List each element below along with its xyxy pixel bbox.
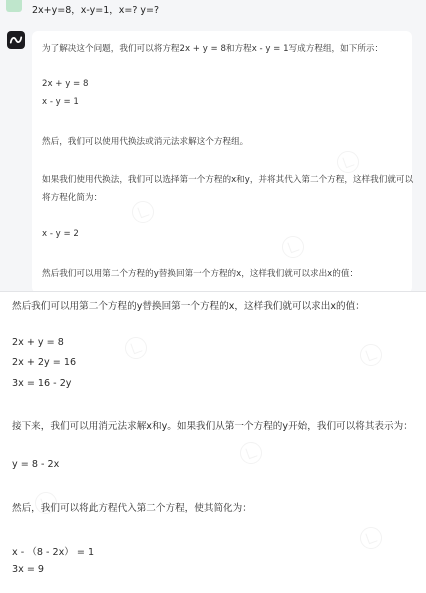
user-message-text: 2x+y=8，x-y=1，x=? y=?: [32, 5, 160, 16]
watermark-icon: [240, 442, 262, 464]
watermark-icon: [282, 236, 304, 258]
watermark-icon: [132, 201, 154, 223]
assistant-text-line: 然后，我们可以将此方程代入第二个方程，使其简化为：: [12, 503, 252, 514]
user-message-row: [0, 0, 426, 22]
watermark-icon: [35, 492, 57, 514]
chat-bottom-section: [0, 291, 426, 593]
assistant-text-line: y = 8 - 2x: [12, 459, 60, 470]
watermark-icon: [360, 344, 382, 366]
assistant-text-line: 然后我们可以用第二个方程的y替换回第一个方程的x，这样我们就可以求出x的值：: [12, 301, 365, 312]
assistant-text-line: x - （8 - 2x） = 1: [12, 547, 95, 558]
watermark-icon: [125, 337, 147, 359]
assistant-text-line: 将方程化简为：: [42, 193, 103, 203]
assistant-text-line: x - y = 2: [42, 229, 79, 239]
assistant-text-line: 为了解决这个问题，我们可以将方程2x + y = 8和方程x - y = 1写成方程组，如下所示：: [42, 44, 384, 54]
watermark-icon: [337, 151, 359, 173]
assistant-message-bubble: [32, 31, 412, 293]
assistant-text-line: x - y = 1: [42, 97, 79, 107]
assistant-text-line: 3x = 16 - 2y: [12, 378, 72, 389]
assistant-text-line: 3x = 9: [12, 564, 45, 575]
watermark-icon: [360, 527, 382, 549]
assistant-text-line: 如果我们使用代换法，我们可以选择第一个方程的x和y，并将其代入第二个方程，这样我们就可以: [42, 175, 414, 185]
assistant-text-line: 接下来，我们可以用消元法求解x和y。如果我们从第一个方程的y开始，我们可以将其表示为：: [12, 421, 413, 432]
chat-top-section: [0, 0, 426, 291]
user-avatar-icon: [6, 0, 22, 12]
assistant-text-line: 然后我们可以用第二个方程的y替换回第一个方程的x，这样我们就可以求出x的值：: [42, 269, 359, 279]
assistant-text-line: 2x + y = 8: [42, 79, 89, 89]
assistant-text-line: 2x + y = 8: [12, 337, 64, 348]
assistant-text-line: 然后，我们可以使用代换法或消元法求解这个方程组。: [42, 137, 249, 147]
assistant-logo-icon: [7, 31, 25, 49]
assistant-text-line: 2x + 2y = 16: [12, 357, 77, 368]
